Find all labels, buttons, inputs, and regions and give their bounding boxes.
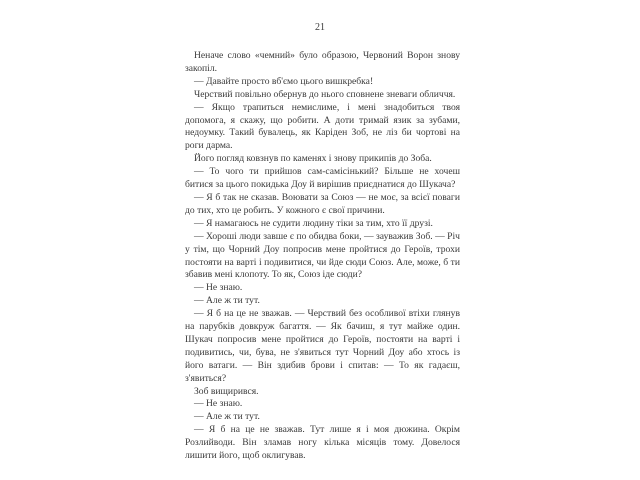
body-text <box>185 50 460 463</box>
paragraph: — Я б на це не зважав. Тут лише я і моя дюжина. Окрім Розлийводи. Він зламав ногу кілька місяців тому. Довелося лишити його, щоб оклигував. <box>185 424 460 462</box>
page-number: 21 <box>315 22 325 33</box>
paragraph: — Але ж ти тут. <box>194 411 260 423</box>
paragraph: — Не знаю. <box>194 398 243 410</box>
paragraph: — Але ж ти тут. <box>194 295 260 307</box>
paragraph: Його погляд ковзнув по каменях і знову прикипів до Зоба. <box>194 153 432 165</box>
paragraph: — Я б на це не зважав. — Черствий без особливої втіхи глянув на парубків довкруж багаття. — Як бачиш, я тут майже один. Шукач попросив мене пройтися до Героїв, постояти на варті і подивитись, чи, бува, не з'явиться тут Чорний Доу або хтось із його ватаги. — Він здибив брови і спитав: — То як гадаєш, з'явиться? <box>185 308 460 384</box>
paragraph: — Не знаю. <box>194 282 243 294</box>
paragraph: — Хороші люди завше є по обидва боки, — зауважив Зоб. — Річ у тім, що Чорний Доу попросив мене пройтися до Героїв, трохи постояти на варті і подивитися, чи йде сюди Союз. Але, може, б ти збавив мені клопоту. То як, Союз іде сюди? <box>185 230 460 281</box>
paragraph: — Давайте просто вб'ємо цього вишкребка! <box>194 75 374 87</box>
paragraph: — Я намагаюсь не судити людину тіки за тим, хто її друзі. <box>194 217 433 229</box>
paragraph: — Якщо трапиться немислиме, і мені знадобиться твоя допомога, я скажу, що робити. А доти тримай язик за зубами, недоумку. Такий бувалець, як Каріден Зоб, не ліз би чортові на роги дарма. <box>185 101 460 152</box>
paragraph: Неначе слово «чемний» було образою, Червоний Ворон знову закопіл. <box>185 50 460 74</box>
paragraph: — То чого ти прийшов сам-самісінький? Більше не хочеш битися за цього покидька Доу й вирішив приєднатися до Шукача? <box>185 166 460 191</box>
paragraph: Черствий повільно обернув до нього сповнене зневаги обличчя. <box>194 88 456 100</box>
paragraph: — Я б так не сказав. Воювати за Союз — не моє, за всієї поваги до тих, хто це робить. У кожного є свої причини. <box>185 191 460 216</box>
paragraph: Зоб вищирився. <box>194 385 259 397</box>
